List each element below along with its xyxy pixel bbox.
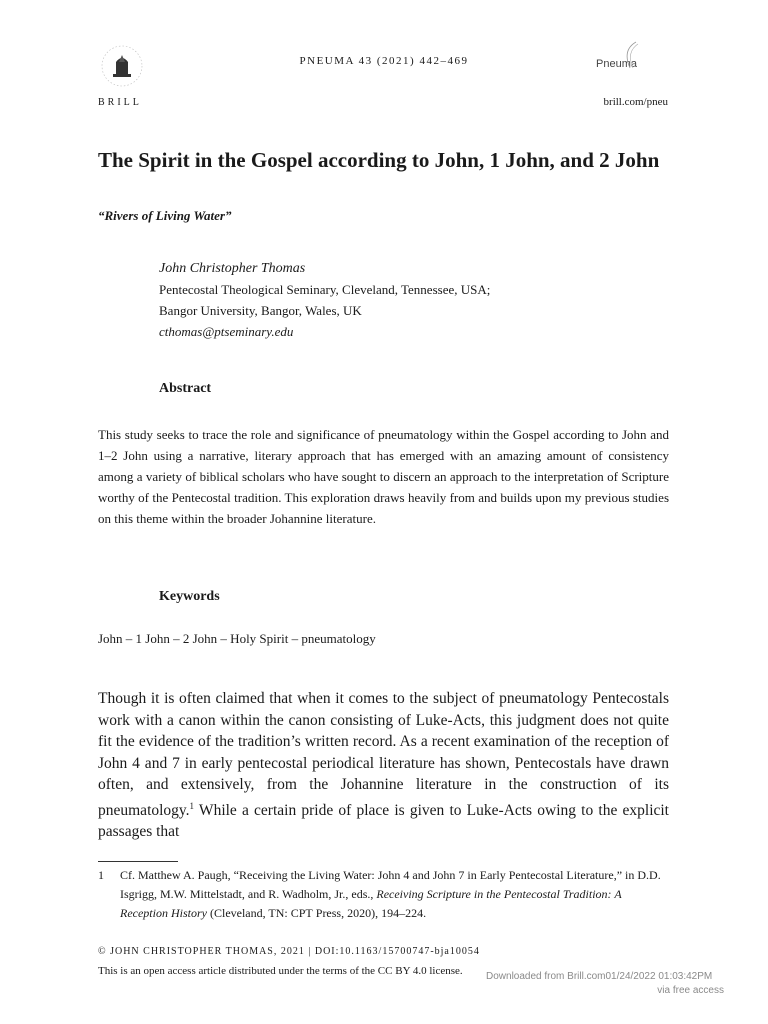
footnote-divider [98,861,178,862]
footnote-body [120,866,669,923]
footnote-text-c: Press, 2020), 194–224. [312,906,427,920]
body-text-part-2: While a certain pride of place is given to Luke-Acts owing to the explicit passages that [98,801,669,841]
article-title: The Spirit in the Gospel according to John, 1 John, and 2 John [98,148,660,172]
author-email[interactable]: cthomas@ptseminary.edu [159,324,294,339]
affiliation-1: Pentecostal Theological Seminary, Cleveland, Tennessee, USA; [159,282,491,297]
body-text-part-1: Though it is often claimed that when it comes to the subject of pneumatology Pentecostals work with a canon within the canon consisting of Luke-Acts, this judgment does not quite fit the evidence of the tradition’s written record. As a recent examination of the reception of John 4 and 7 in early pentecostal periodical literature has shown, Pentecostals have drawn often, and extensively, from the Johannine literature in the construction of its pneumatology. [98,690,669,819]
footnote-book-title: Receiving Scripture in the Pentecostal Tradition: A Reception History [120,887,622,920]
publisher-name: BRILL [98,97,142,108]
brill-seal-icon [96,40,148,96]
keywords-text: John – 1 John – 2 John – Holy Spirit – pneumatology [98,631,376,646]
body-paragraph [98,688,669,843]
abstract-text: This study seeks to trace the role and significance of pneumatology within the Gospel according to John and 1–2 John using a narrative, literary approach that has emerged with an amazing amount of consistency among a variety of biblical scholars who have sought to discern an approach to the interpretation of Scripture worthy of the Pentecostal tradition. This exploration draws heavily from and builds upon my previous studies on this theme within the broader Johannine literature. [98,427,669,526]
abstract-heading: Abstract [159,381,212,396]
affiliation-2: Bangor University, Bangor, Wales, UK [159,303,362,318]
copyright-line: © JOHN CHRISTOPHER THOMAS, 2021 | DOI:10.1163/15700747-bja10054 [98,946,480,957]
access-watermark: via free access [657,985,724,996]
journal-reference: PNEUMA 43 (2021) 442–469 [299,55,469,67]
article-subtitle: “Rivers of Living Water” [98,208,232,223]
author-name: John Christopher Thomas [159,261,306,276]
journal-url[interactable]: brill.com/pneu [603,96,668,108]
footnote-number: 1 [98,868,104,882]
footnote-marker[interactable]: 1 [189,800,195,811]
journal-name-text: Pneuma [596,58,637,70]
download-watermark: Downloaded from Brill.com01/24/2022 01:03:42PM [486,971,713,982]
keywords-heading: Keywords [159,589,220,604]
footnote-text-a: Cf. Matthew A. Paugh, “Receiving the Living Water: John 4 and John 7 in Early Pentecostal Literature,” in D.D. Isgrigg, M.W. Mittelstadt, and R. Wadholm, Jr., eds., [120,868,661,901]
license-line: This is an open access article distributed under the terms of the CC BY 4.0 license. [98,965,463,977]
feather-icon [592,40,642,70]
footnote-publisher-abbr: CPT [290,906,313,920]
footnote-text-b: (Cleveland, TN: [206,906,291,920]
author-block [159,258,490,342]
footnote [98,866,669,923]
journal-logo [596,58,637,70]
